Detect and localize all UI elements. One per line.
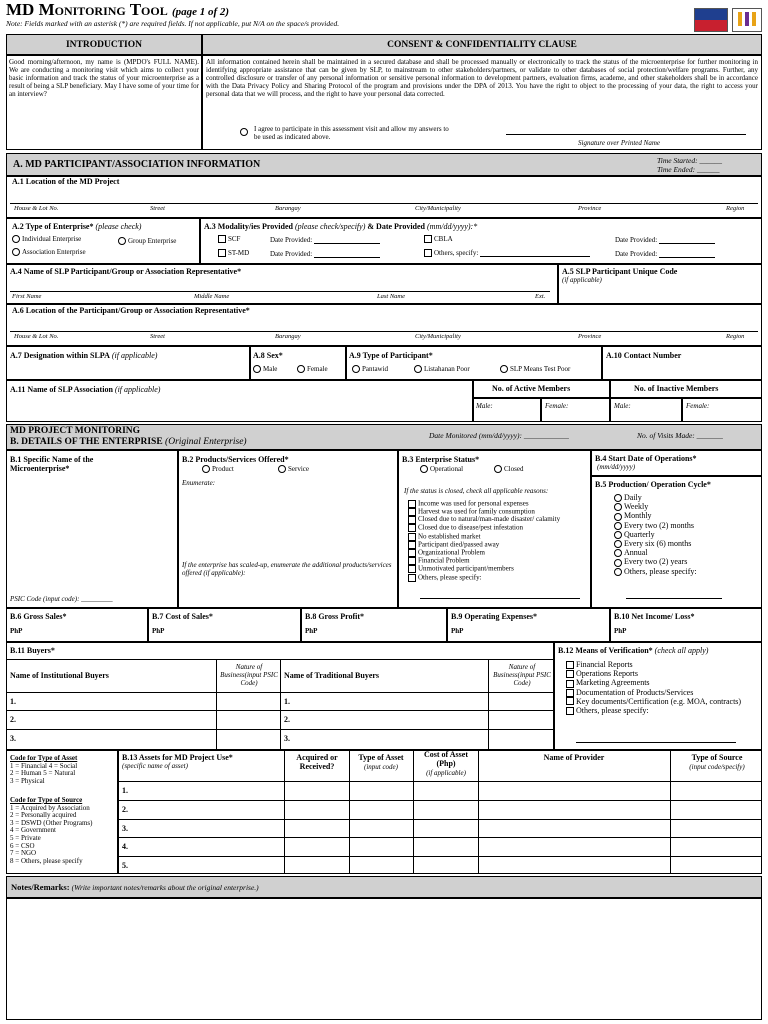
active-male-label: Male: (476, 402, 493, 410)
a3-others-date[interactable]: Date Provided: (615, 250, 715, 258)
b1-label: B.1 Specific Name of the Microenterprise* (10, 455, 94, 473)
time-started: Time Started: ______ (657, 156, 722, 165)
dswd-logo (694, 8, 728, 32)
a2-group[interactable]: Group Enterprise (118, 237, 176, 245)
institutional-buyers-header: Name of Institutional Buyers (10, 671, 109, 680)
inst-buyer-row[interactable]: 1. (10, 697, 16, 706)
a3-scf-date[interactable]: Date Provided: (270, 236, 380, 244)
a3-scf[interactable]: SCF (218, 235, 240, 243)
asset-row[interactable]: 4. (122, 842, 128, 851)
a2-label: A.2 Type of Enterprise* (please check) (12, 222, 142, 231)
psic-code[interactable]: PSIC Code (input code): _________ (10, 595, 113, 603)
b3-closed[interactable]: Closed (494, 465, 523, 473)
traditional-buyers-header: Name of Traditional Buyers (284, 671, 380, 680)
time-ended: Time Ended: ______ (657, 165, 720, 174)
a10-label: A.10 Contact Number (606, 351, 682, 360)
php-label: PhP (451, 627, 464, 635)
intro-header: INTRODUCTION (6, 34, 202, 55)
b2-scaled-up: If the enterprise has scaled-up, enumerate the additional products/services offered (if applicable): (182, 561, 392, 577)
provider-header: Name of Provider (543, 753, 605, 762)
asset-cost-header: Cost of Asset (Php) (if applicable) (424, 750, 468, 777)
b3-label: B.3 Enterprise Status* (402, 455, 480, 464)
a3-others[interactable]: Others, specify: (424, 249, 590, 257)
b12-option[interactable]: Operations Reports (566, 669, 756, 678)
b5-option[interactable]: Monthly (614, 511, 697, 520)
php-label: PhP (10, 627, 23, 635)
notes-header: Notes/Remarks: (Write important notes/remarks about the original enterprise.) (6, 876, 762, 898)
b2-service[interactable]: Service (278, 465, 309, 473)
inst-buyer-row[interactable]: 3. (10, 734, 16, 743)
b13-hint: (specific name of asset) (122, 762, 188, 770)
signature-label: Signature over Printed Name (578, 139, 660, 147)
b2-label: B.2 Products/Services Offered* (182, 455, 289, 464)
b8-label: B.8 Gross Profit* (305, 612, 365, 621)
b5-option[interactable]: Every six (6) months (614, 539, 697, 548)
b12-option[interactable]: Financial Reports (566, 660, 756, 669)
nob-header-trad: Nature of Business(input PSIC Code) (493, 663, 551, 687)
b5-option[interactable]: Quarterly (614, 530, 697, 539)
b3-reason[interactable]: Closed due to natural/man-made disaster/ calamity (408, 516, 588, 524)
notes-area[interactable] (6, 898, 762, 1020)
a9-listahanan[interactable]: Listahanan Poor (414, 365, 470, 373)
asset-row[interactable]: 3. (122, 824, 128, 833)
b12-option[interactable]: Key documents/Certification (e.g. MOA, contracts) (566, 697, 756, 706)
date-monitored: Date Monitored (mm/dd/yyyy): ____________ (429, 431, 569, 440)
slp-logo (732, 8, 762, 32)
a3-label: A.3 Modality/ies Provided (please check/specify) & Date Provided (mm/dd/yyyy):* (204, 222, 478, 231)
b3-reason[interactable]: Unmotivated participant/members (408, 565, 588, 573)
b4-format: (mm/dd/yyyy) (597, 463, 636, 471)
b5-option[interactable]: Every two (2) months (614, 521, 697, 530)
acquired-header: Acquired or Received? (296, 753, 338, 771)
form-note: Note: Fields marked with an asterisk (*) are required fields. If not applicable, put N/A on the space/s provided. (6, 19, 340, 28)
a2-individual[interactable]: Individual Enterprise (12, 235, 81, 243)
b6-label: B.6 Gross Sales* (10, 612, 67, 621)
a3-cbla[interactable]: CBLA (424, 235, 453, 243)
a3-stmd-date[interactable]: Date Provided: (270, 250, 380, 258)
php-label: PhP (614, 627, 627, 635)
section-a-header: A. MD PARTICIPANT/ASSOCIATION INFORMATION Time Started: ______ Time Ended: ______ (6, 153, 762, 176)
asset-codes: Code for Type of Asset 1 = Financial 4 = Social 2 = Human 5 = Natural 3 = Physical (10, 754, 78, 785)
section-b-header: MD PROJECT MONITORING B. DETAILS OF THE ENTERPRISE (Original Enterprise) Date Monitored (mm/dd/yyyy): ____________ No. of Visits Made: _______ (6, 424, 762, 450)
inactive-members-label: No. of Inactive Members (634, 384, 719, 393)
agree-radio[interactable] (240, 128, 248, 136)
b1-field[interactable] (6, 450, 178, 608)
inactive-female-label: Female: (686, 402, 710, 410)
a9-means-test[interactable]: SLP Means Test Poor (500, 365, 570, 373)
b3-reason[interactable]: Participant died/passed away (408, 541, 588, 549)
b3-reason[interactable]: Income was used for personal expenses (408, 500, 588, 508)
b4-label: B.4 Start Date of Operations* (595, 454, 697, 463)
a7-label: A.7 Designation within SLPA (if applicable) (10, 351, 158, 360)
a5-label: A.5 SLP Participant Unique Code (562, 267, 678, 276)
b3-reason[interactable]: Harvest was used for family consumption (408, 508, 588, 516)
b3-reason[interactable]: No established market (408, 533, 588, 541)
asset-row[interactable]: 5. (122, 861, 128, 870)
php-label: PhP (152, 627, 165, 635)
b5-options (614, 493, 697, 576)
b10-label: B.10 Net Income/ Loss* (614, 612, 695, 621)
trad-buyer-row[interactable]: 3. (284, 734, 290, 743)
b9-label: B.9 Operating Expenses* (451, 612, 538, 621)
php-label: PhP (305, 627, 318, 635)
b3-operational[interactable]: Operational (420, 465, 463, 473)
a1-label: A.1 Location of the MD Project (12, 177, 120, 186)
active-female-label: Female: (545, 402, 569, 410)
b5-option[interactable]: Daily (614, 493, 697, 502)
b12-option[interactable]: Documentation of Products/Services (566, 688, 756, 697)
asset-row[interactable]: 2. (122, 805, 128, 814)
b3-reason[interactable]: Financial Problem (408, 557, 588, 565)
b5-label: B.5 Production/ Operation Cycle* (595, 480, 711, 489)
asset-type-header: Type of Asset (input code) (358, 753, 404, 771)
intro-text: Good morning/afternoon, my name is (MPDO's FULL NAME). We are conducting a monitoring visit which aims to collect your basic information and track the status of your microenterprise as a result of being a SLP beneficiary. May I have some of your time for an interview? (9, 58, 199, 98)
consent-text: All information contained herein shall be maintained in a secured database and shall be processed manually or electronically to track the status of the microenterprise for further monitoring in identifying appropriate assistance that can be given by SLP, to mainstream to other stakeholders/partners, or validate to other databases of social protection/welfare programs. Further, any controlled disclosure or transfer of any personal information or sensitive personal information to development partners, evaluation firms, academe, and other stakeholders shall be in accordance with the Data Privacy Policy and Sharing Protocol of the program and provisions under the DPA of 2013. You have the right to object to the processing of your data, the right to access your personal data that we will process, and the right to have your personal data corrected. (206, 58, 758, 98)
b2-enumerate: Enumerate: (182, 479, 216, 487)
source-codes: Code for Type of Source 1 = Acquired by Association 2 = Personally acquired 3 = DSWD (Other Programs) 4 = Government 5 = Private 6 = CSO 7 = NGO 8 = Others, please specify (10, 796, 93, 865)
a4-label: A.4 Name of SLP Participant/Group or Association Representative* (10, 267, 242, 276)
b2-field[interactable] (178, 450, 398, 608)
b12-option[interactable]: Marketing Agreements (566, 678, 756, 687)
a8-male[interactable]: Male (253, 365, 277, 373)
b13-label: B.13 Assets for MD Project Use* (122, 753, 233, 762)
a5-hint: (if applicable) (562, 276, 602, 284)
b3-closed-hint: If the status is closed, check all applicable reasons: (404, 487, 549, 495)
b2-product[interactable]: Product (202, 465, 234, 473)
a1-field[interactable] (6, 176, 762, 218)
trad-buyer-row[interactable]: 1. (284, 697, 290, 706)
source-type-header: Type of Source (input code/specify) (689, 753, 745, 771)
b7-label: B.7 Cost of Sales* (152, 612, 213, 621)
nob-header-inst: Nature of Business(input PSIC Code) (220, 663, 278, 687)
a3-cbla-date[interactable]: Date Provided: (615, 236, 715, 244)
a8-label: A.8 Sex* (253, 351, 283, 360)
b12-option[interactable]: Others, please specify: (566, 706, 756, 715)
b12-label: B.12 Means of Verification* (check all apply) (558, 646, 709, 655)
a8-female[interactable]: Female (297, 365, 328, 373)
b3-reason[interactable]: Closed due to disease/pest infestation (408, 524, 588, 532)
b5-option[interactable]: Weekly (614, 502, 697, 511)
b5-option[interactable]: Others, please specify: (614, 567, 697, 576)
b3-reason[interactable]: Organizational Problem (408, 549, 588, 557)
inactive-male-label: Male: (614, 402, 631, 410)
active-members-label: No. of Active Members (492, 384, 571, 393)
b11-label: B.11 Buyers* (10, 646, 55, 655)
a3-stmd[interactable]: ST-MD (218, 249, 249, 257)
a9-pantawid[interactable]: Pantawid (352, 365, 388, 373)
b3-reasons-list (408, 500, 588, 582)
b3-reason[interactable]: Others, please specify: (408, 574, 588, 582)
a11-label: A.11 Name of SLP Association (if applicable) (10, 385, 161, 394)
trad-buyer-row[interactable]: 2. (284, 715, 290, 724)
b5-option[interactable]: Annual (614, 548, 697, 557)
a6-label: A.6 Location of the Participant/Group or Association Representative* (12, 306, 250, 315)
form-title: MD Monitoring Tool (page 1 of 2) (6, 0, 230, 19)
a2-association[interactable]: Association Enterprise (12, 248, 86, 256)
visits-made: No. of Visits Made: _______ (637, 431, 723, 440)
b5-option[interactable]: Every two (2) years (614, 557, 697, 566)
b12-options (566, 660, 756, 715)
agree-text: I agree to participate in this assessment visit and allow my answers to be used as indicated above. (254, 125, 449, 141)
page-indicator: (page 1 of 2) (171, 6, 230, 18)
inst-buyer-row[interactable]: 2. (10, 715, 16, 724)
a9-label: A.9 Type of Participant* (349, 351, 433, 360)
consent-header: CONSENT & CONFIDENTIALITY CLAUSE (202, 34, 762, 55)
asset-row[interactable]: 1. (122, 786, 128, 795)
